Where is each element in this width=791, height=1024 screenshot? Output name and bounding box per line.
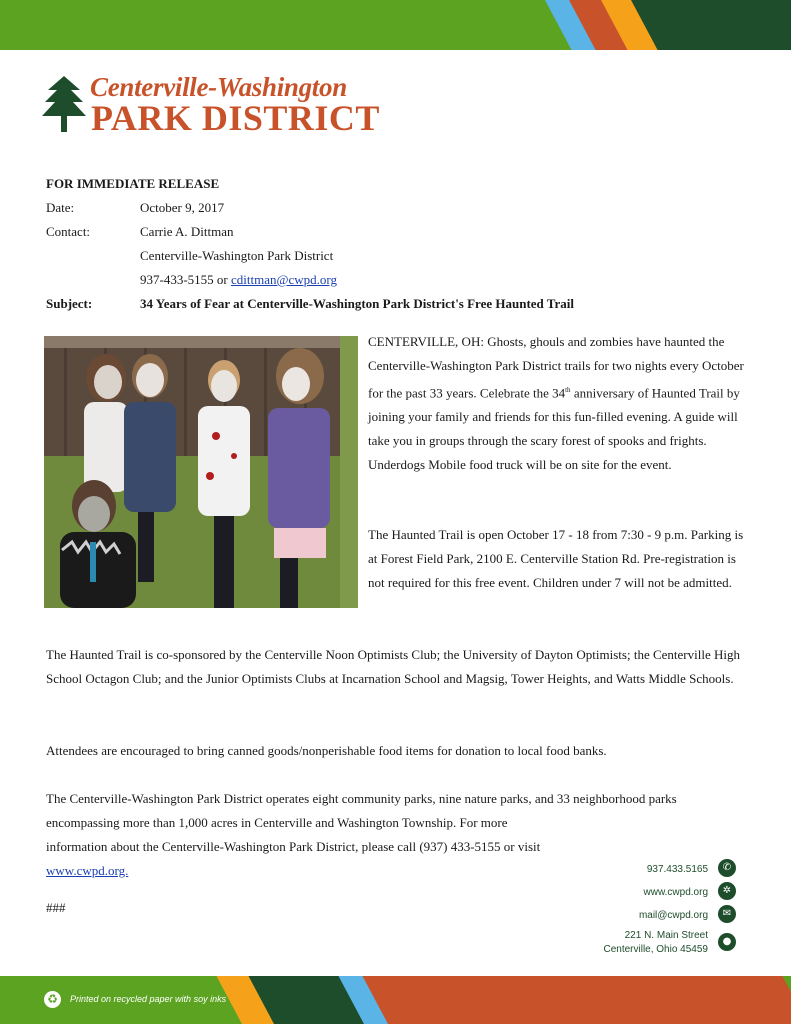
subject-value: 34 Years of Fear at Centerville-Washington Park District's Free Haunted Trail [140,296,574,311]
banner-stripe-dark-green [631,0,791,50]
ordinal-suffix: th [565,386,571,394]
logo-text-top: Centerville-Washington [90,72,347,102]
recycle-icon: ♻ [44,991,61,1008]
about-paragraph [46,787,728,883]
zombie-kids-photo [44,336,358,608]
phone-icon: ✆ [718,859,736,877]
photo-illustration [44,336,358,608]
intro-text-a: CENTERVILLE, OH: Ghosts, ghouls and zombies have haunted the Centerville-Washington Park District trails for two nights every October for the past 33 years. Celebrate the 34 [368,334,744,401]
contact-name: Carrie A. Dittman [140,224,234,239]
subject-label: Subject: [46,296,93,311]
intro-paragraph [368,330,746,477]
park-district-logo [42,72,382,136]
footer-website[interactable]: www.cwpd.org [643,887,708,898]
about-text-line1: The Centerville-Washington Park District operates eight community parks, nine nature parks, and 33 neighborhood parks encompassing more than 1,000 acres in Centerville and Washington Township. For more [46,791,677,830]
location-pin-icon: ● [718,933,736,951]
end-mark: ### [46,900,66,915]
footer-address-city: Centerville, Ohio 45459 [603,944,708,955]
event-details-paragraph: The Haunted Trail is open October 17 - 18 from 7:30 - 9 p.m. Parking is at Forest Field Park, 2100 E. Centerville Station Rd. Pre-registration is not required for this free event. Children under 7 will not be admitted. [368,527,744,590]
date-value: October 9, 2017 [140,200,225,215]
donation-paragraph: Attendees are encouraged to bring canned goods/nonperishable food items for donation to local food banks. [46,743,607,758]
logo-text-bottom: PARK DISTRICT [91,98,380,138]
footer-email[interactable]: mail@cwpd.org [638,910,708,921]
footer-phone: 937.433.5165 [646,864,708,875]
date-label: Date: [46,200,75,215]
pine-tree-icon [42,74,86,136]
contact-phone: 937-433-5155 or [140,272,231,287]
about-text-line2: information about the Centerville-Washington Park District, please call (937) 433-5155 or visit [46,839,541,854]
mail-icon: ✉ [718,905,736,923]
intro-text-b: anniversary of Haunted Trail by joining your family and friends for this fun-filled evening. A guide will take you in groups through the scary forest of spooks and frights. Underdogs Mobile food truck will be on site for the event. [368,385,740,473]
recycled-paper-note: Printed on recycled paper with soy inks [70,994,227,1004]
bottom-stripe-orange [362,976,791,1024]
website-link[interactable]: www.cwpd.org. [46,863,129,878]
sponsors-paragraph: The Haunted Trail is co-sponsored by the Centerville Noon Optimists Club; the University of Dayton Optimists; the Centerville High School Octagon Club; and the Junior Optimists Clubs at Incarnation School and Magsig, Tower Heights, and Watts Middle Schools. [46,647,740,686]
contact-email-link[interactable]: cdittman@cwpd.org [231,272,337,287]
globe-icon: ✲ [718,882,736,900]
contact-organization: Centerville-Washington Park District [140,248,334,263]
contact-label: Contact: [46,224,91,239]
contact-phone-email [140,272,337,288]
top-banner [0,0,791,50]
release-heading: FOR IMMEDIATE RELEASE [46,176,220,191]
footer-address-street: 221 N. Main Street [624,930,708,941]
